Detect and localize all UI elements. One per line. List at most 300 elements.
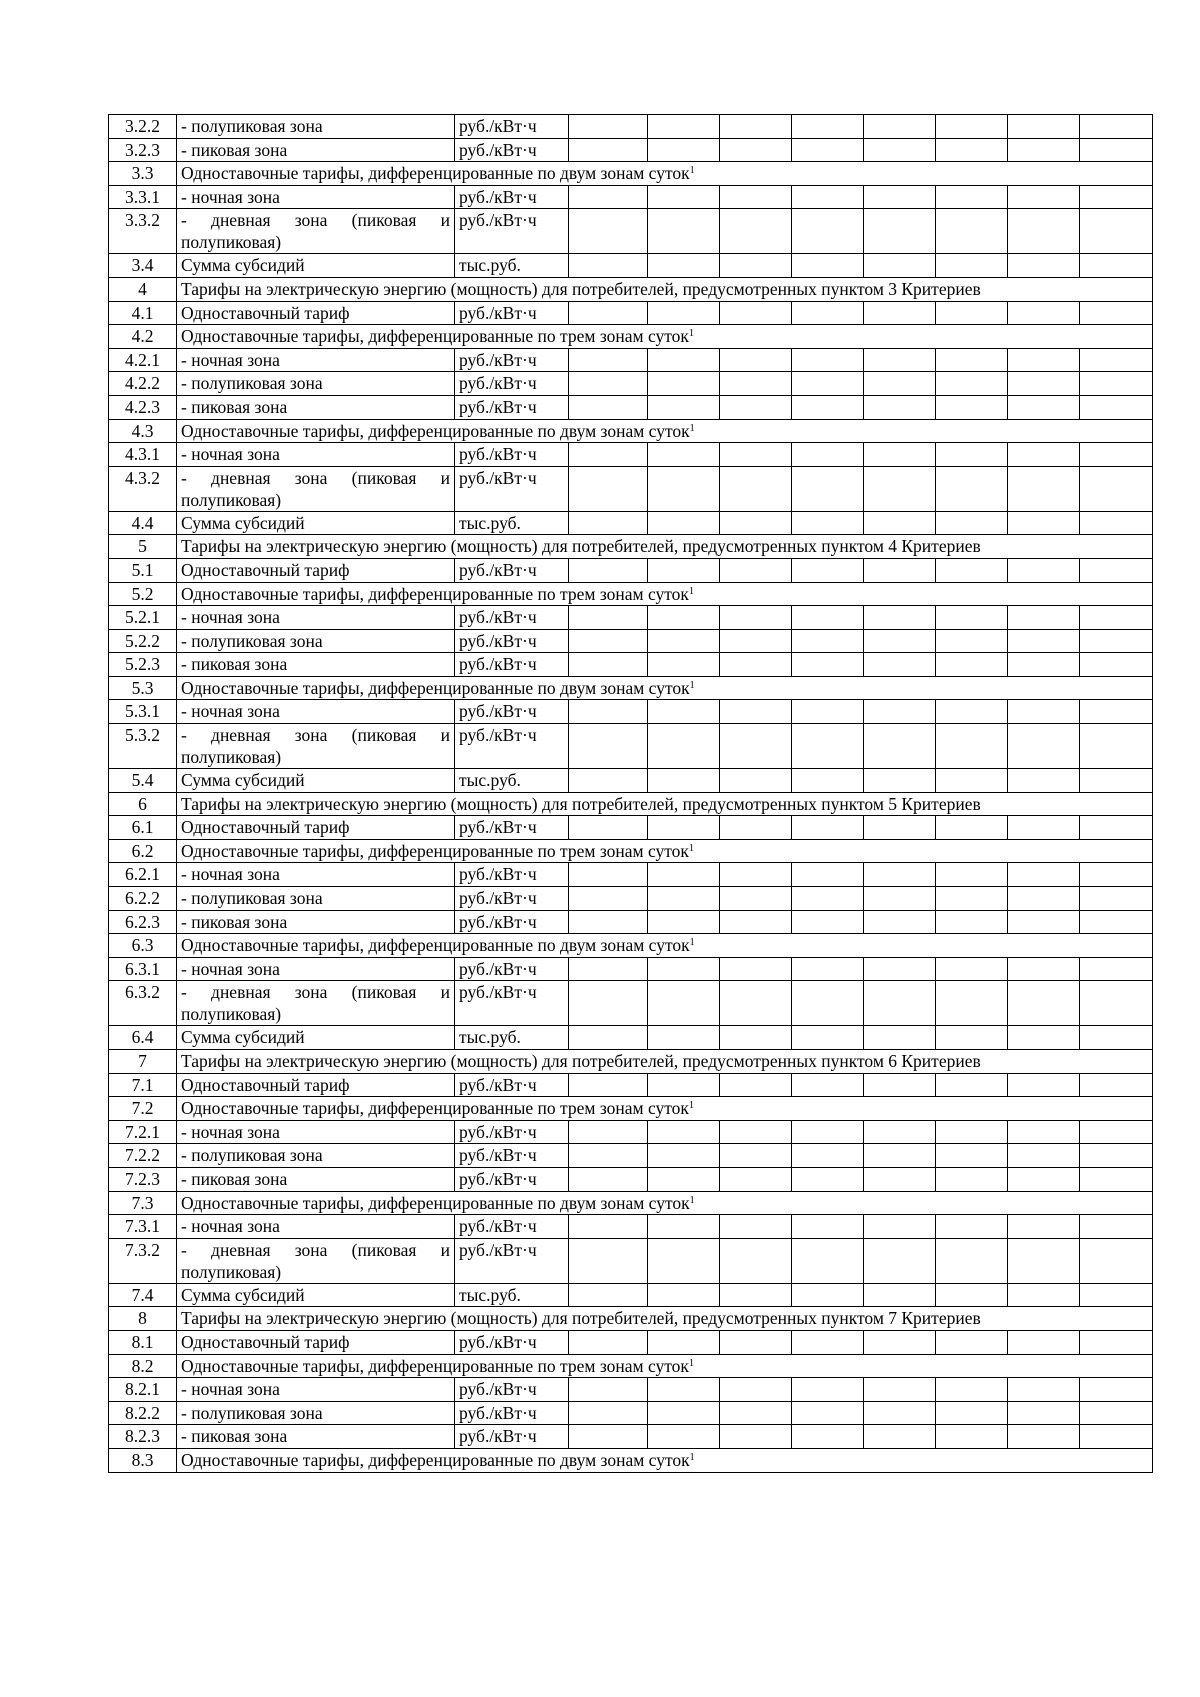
value-cell [648, 724, 720, 769]
row-unit: руб./кВт·ч [455, 1330, 569, 1354]
value-cell [648, 1120, 720, 1144]
row-number: 5.4 [109, 769, 177, 793]
value-cell [648, 372, 720, 396]
row-unit: руб./кВт·ч [455, 443, 569, 467]
table-row [109, 1401, 1153, 1425]
row-unit: руб./кВт·ч [455, 1378, 569, 1402]
footnote-marker: 1 [688, 585, 694, 597]
value-cell [1080, 466, 1153, 511]
value-cell [864, 1238, 936, 1283]
value-cell [864, 957, 936, 981]
value-cell [569, 395, 648, 419]
value-cell [792, 887, 864, 911]
row-number: 7.2.2 [109, 1144, 177, 1168]
value-cell [1008, 185, 1080, 209]
value-cell [1080, 606, 1153, 630]
value-cell [1080, 910, 1153, 934]
value-cell [648, 443, 720, 467]
value-cell [1080, 1330, 1153, 1354]
row-number: 6.2.3 [109, 910, 177, 934]
value-cell [569, 910, 648, 934]
value-cell [720, 957, 792, 981]
section-heading-text: Одноставочные тарифы, дифференцированные по двум зонам суток [181, 1449, 690, 1470]
value-cell [792, 1425, 864, 1449]
row-unit: руб./кВт·ч [455, 1073, 569, 1097]
value-cell [792, 957, 864, 981]
value-cell [720, 185, 792, 209]
section-heading-text: Тарифы на электрическую энергию (мощность) для потребителей, предусмотренных пунктом 7 Критериев [181, 1308, 981, 1329]
value-cell [936, 348, 1008, 372]
value-cell [864, 1283, 936, 1307]
value-cell [720, 466, 792, 511]
value-cell [648, 1144, 720, 1168]
table-row [109, 792, 1153, 816]
row-unit: тыс.руб. [455, 1283, 569, 1307]
section-heading-text: Одноставочные тарифы, дифференцированные по трем зонам суток [181, 326, 689, 347]
value-cell [648, 1378, 720, 1402]
value-cell [864, 910, 936, 934]
value-cell [1080, 724, 1153, 769]
value-cell [720, 511, 792, 535]
value-cell [720, 348, 792, 372]
row-label: - дневная зона (пиковая и полупиковая) [177, 724, 455, 769]
value-cell [864, 395, 936, 419]
row-label: - полупиковая зона [177, 372, 455, 396]
row-number: 4.2.3 [109, 395, 177, 419]
value-cell [720, 209, 792, 254]
value-cell [792, 466, 864, 511]
row-number: 7.4 [109, 1283, 177, 1307]
row-label: Одноставочный тариф [177, 558, 455, 582]
value-cell [1080, 395, 1153, 419]
value-cell [569, 1425, 648, 1449]
value-cell [864, 209, 936, 254]
row-unit: руб./кВт·ч [455, 301, 569, 325]
value-cell [720, 372, 792, 396]
value-cell [864, 1144, 936, 1168]
row-unit: руб./кВт·ч [455, 724, 569, 769]
table-row [109, 629, 1153, 653]
value-cell [936, 1378, 1008, 1402]
value-cell [720, 887, 792, 911]
value-cell [936, 1120, 1008, 1144]
value-cell [1008, 138, 1080, 162]
value-cell [792, 1238, 864, 1283]
row-number: 5.1 [109, 558, 177, 582]
row-number: 7.2 [109, 1097, 177, 1121]
value-cell [569, 816, 648, 840]
value-cell [864, 629, 936, 653]
value-cell [936, 138, 1008, 162]
value-cell [720, 254, 792, 278]
value-cell [648, 1238, 720, 1283]
section-heading-text: Тарифы на электрическую энергию (мощность) для потребителей, предусмотренных пунктом 4 Критериев [181, 536, 981, 557]
value-cell [936, 558, 1008, 582]
table-row [109, 1283, 1153, 1307]
value-cell [1008, 1330, 1080, 1354]
value-cell [569, 372, 648, 396]
value-cell [648, 957, 720, 981]
value-cell [648, 910, 720, 934]
section-heading [177, 1097, 1153, 1121]
value-cell [1080, 1144, 1153, 1168]
value-cell [648, 466, 720, 511]
value-cell [864, 1073, 936, 1097]
value-cell [792, 700, 864, 724]
value-cell [569, 863, 648, 887]
value-cell [936, 1401, 1008, 1425]
value-cell [936, 185, 1008, 209]
value-cell [864, 466, 936, 511]
section-heading [177, 162, 1153, 186]
value-cell [648, 1330, 720, 1354]
value-cell [1080, 1026, 1153, 1050]
value-cell [648, 816, 720, 840]
row-number: 7.1 [109, 1073, 177, 1097]
table-row [109, 348, 1153, 372]
row-number: 7 [109, 1050, 177, 1074]
value-cell [1008, 653, 1080, 677]
table-row [109, 1448, 1153, 1472]
value-cell [792, 209, 864, 254]
value-cell [792, 558, 864, 582]
value-cell [1080, 887, 1153, 911]
value-cell [1080, 1120, 1153, 1144]
value-cell [792, 1073, 864, 1097]
row-label: Одноставочный тариф [177, 816, 455, 840]
table-row [109, 863, 1153, 887]
table-row [109, 1330, 1153, 1354]
value-cell [936, 209, 1008, 254]
value-cell [864, 511, 936, 535]
row-label: - ночная зона [177, 185, 455, 209]
value-cell [1008, 1283, 1080, 1307]
value-cell [1008, 1144, 1080, 1168]
row-number: 4 [109, 277, 177, 301]
value-cell [569, 443, 648, 467]
value-cell [792, 1026, 864, 1050]
value-cell [864, 138, 936, 162]
value-cell [1080, 511, 1153, 535]
value-cell [1008, 887, 1080, 911]
row-number: 6.4 [109, 1026, 177, 1050]
table-row [109, 1425, 1153, 1449]
row-label: Сумма субсидий [177, 254, 455, 278]
value-cell [1008, 209, 1080, 254]
row-number: 6.2 [109, 839, 177, 863]
row-number: 5.2.2 [109, 629, 177, 653]
value-cell [648, 769, 720, 793]
row-unit: руб./кВт·ч [455, 910, 569, 934]
value-cell [720, 981, 792, 1026]
value-cell [648, 1283, 720, 1307]
table-row [109, 1238, 1153, 1283]
table-row [109, 653, 1153, 677]
row-unit: руб./кВт·ч [455, 185, 569, 209]
value-cell [1008, 957, 1080, 981]
row-number: 4.1 [109, 301, 177, 325]
table-row [109, 254, 1153, 278]
row-label: - полупиковая зона [177, 1401, 455, 1425]
value-cell [720, 1238, 792, 1283]
row-label: - ночная зона [177, 700, 455, 724]
row-unit: руб./кВт·ч [455, 1144, 569, 1168]
row-unit: руб./кВт·ч [455, 1167, 569, 1191]
value-cell [569, 558, 648, 582]
row-label: - полупиковая зона [177, 629, 455, 653]
table-row [109, 511, 1153, 535]
value-cell [792, 138, 864, 162]
value-cell [569, 1120, 648, 1144]
row-unit: руб./кВт·ч [455, 653, 569, 677]
row-unit: руб./кВт·ч [455, 1425, 569, 1449]
value-cell [792, 1330, 864, 1354]
section-heading-text: Одноставочные тарифы, дифференцированные по двум зонам суток [181, 163, 690, 184]
value-cell [936, 863, 1008, 887]
section-heading [177, 1448, 1153, 1472]
value-cell [936, 466, 1008, 511]
row-unit: руб./кВт·ч [455, 1238, 569, 1283]
value-cell [569, 1073, 648, 1097]
row-number: 5.2.3 [109, 653, 177, 677]
value-cell [720, 138, 792, 162]
value-cell [792, 185, 864, 209]
value-cell [720, 769, 792, 793]
value-cell [720, 1120, 792, 1144]
table-row [109, 1167, 1153, 1191]
section-heading-text: Одноставочные тарифы, дифференцированные по двум зонам суток [181, 935, 690, 956]
row-unit: руб./кВт·ч [455, 1401, 569, 1425]
row-number: 8.3 [109, 1448, 177, 1472]
row-label: Сумма субсидий [177, 1283, 455, 1307]
value-cell [569, 254, 648, 278]
table-row [109, 981, 1153, 1026]
value-cell [936, 1144, 1008, 1168]
row-number: 7.2.3 [109, 1167, 177, 1191]
value-cell [936, 606, 1008, 630]
value-cell [720, 1167, 792, 1191]
footnote-marker: 1 [688, 1357, 694, 1369]
value-cell [1008, 724, 1080, 769]
value-cell [648, 395, 720, 419]
value-cell [1008, 254, 1080, 278]
table-row [109, 1378, 1153, 1402]
value-cell [792, 1283, 864, 1307]
table-row [109, 1191, 1153, 1215]
value-cell [1008, 1120, 1080, 1144]
table-row [109, 1120, 1153, 1144]
row-number: 8.2.2 [109, 1401, 177, 1425]
row-number: 6.3 [109, 934, 177, 958]
value-cell [569, 348, 648, 372]
section-heading-text: Одноставочные тарифы, дифференцированные по трем зонам суток [181, 1355, 689, 1376]
table-row [109, 1144, 1153, 1168]
table-row [109, 443, 1153, 467]
document-page [108, 114, 1152, 1473]
value-cell [569, 1026, 648, 1050]
value-cell [569, 466, 648, 511]
value-cell [1008, 769, 1080, 793]
value-cell [1080, 957, 1153, 981]
value-cell [1080, 138, 1153, 162]
value-cell [792, 816, 864, 840]
value-cell [569, 606, 648, 630]
value-cell [936, 816, 1008, 840]
value-cell [648, 301, 720, 325]
row-label: - полупиковая зона [177, 887, 455, 911]
value-cell [864, 1378, 936, 1402]
value-cell [1080, 1378, 1153, 1402]
row-unit: руб./кВт·ч [455, 209, 569, 254]
value-cell [864, 1120, 936, 1144]
section-heading [177, 1050, 1153, 1074]
row-unit: тыс.руб. [455, 254, 569, 278]
row-label: - ночная зона [177, 443, 455, 467]
table-row [109, 606, 1153, 630]
value-cell [792, 511, 864, 535]
value-cell [569, 1167, 648, 1191]
value-cell [1008, 816, 1080, 840]
value-cell [648, 863, 720, 887]
row-unit: руб./кВт·ч [455, 957, 569, 981]
value-cell [1080, 372, 1153, 396]
table-row [109, 277, 1153, 301]
value-cell [864, 443, 936, 467]
table-row [109, 1215, 1153, 1239]
table-row [109, 676, 1153, 700]
value-cell [1080, 816, 1153, 840]
row-number: 3.3 [109, 162, 177, 186]
row-unit: руб./кВт·ч [455, 981, 569, 1026]
value-cell [1008, 372, 1080, 396]
row-number: 6.2.1 [109, 863, 177, 887]
value-cell [1080, 558, 1153, 582]
section-heading [177, 419, 1153, 443]
row-label: - пиковая зона [177, 1167, 455, 1191]
value-cell [648, 254, 720, 278]
table-row [109, 887, 1153, 911]
value-cell [1008, 700, 1080, 724]
row-label: - дневная зона (пиковая и полупиковая) [177, 981, 455, 1026]
value-cell [864, 700, 936, 724]
value-cell [569, 724, 648, 769]
value-cell [1008, 466, 1080, 511]
value-cell [720, 700, 792, 724]
section-heading [177, 582, 1153, 606]
value-cell [792, 1401, 864, 1425]
value-cell [569, 115, 648, 139]
value-cell [1008, 1215, 1080, 1239]
row-label: Одноставочный тариф [177, 301, 455, 325]
value-cell [569, 1283, 648, 1307]
section-heading [177, 277, 1153, 301]
row-number: 3.2.3 [109, 138, 177, 162]
row-unit: руб./кВт·ч [455, 816, 569, 840]
value-cell [648, 629, 720, 653]
row-label: Сумма субсидий [177, 1026, 455, 1050]
row-number: 3.4 [109, 254, 177, 278]
value-cell [864, 185, 936, 209]
value-cell [936, 395, 1008, 419]
value-cell [1080, 185, 1153, 209]
value-cell [648, 348, 720, 372]
value-cell [720, 816, 792, 840]
value-cell [720, 1378, 792, 1402]
row-label: - ночная зона [177, 1215, 455, 1239]
value-cell [720, 1144, 792, 1168]
row-unit: тыс.руб. [455, 1026, 569, 1050]
row-label: - пиковая зона [177, 395, 455, 419]
row-number: 5.2 [109, 582, 177, 606]
value-cell [1080, 443, 1153, 467]
value-cell [936, 1073, 1008, 1097]
value-cell [1080, 863, 1153, 887]
table-row [109, 910, 1153, 934]
footnote-marker: 1 [689, 937, 695, 949]
value-cell [569, 653, 648, 677]
row-label: Сумма субсидий [177, 511, 455, 535]
value-cell [648, 1401, 720, 1425]
value-cell [792, 981, 864, 1026]
value-cell [648, 1215, 720, 1239]
value-cell [792, 724, 864, 769]
value-cell [864, 254, 936, 278]
row-label: Одноставочный тариф [177, 1330, 455, 1354]
value-cell [936, 115, 1008, 139]
footnote-marker: 1 [689, 165, 695, 177]
value-cell [1008, 511, 1080, 535]
value-cell [1008, 981, 1080, 1026]
row-number: 7.3 [109, 1191, 177, 1215]
value-cell [864, 1401, 936, 1425]
table-row [109, 325, 1153, 349]
footnote-marker: 1 [689, 1451, 695, 1463]
value-cell [792, 863, 864, 887]
row-number: 4.2 [109, 325, 177, 349]
value-cell [720, 1401, 792, 1425]
value-cell [569, 1378, 648, 1402]
value-cell [936, 957, 1008, 981]
value-cell [1008, 1238, 1080, 1283]
value-cell [792, 606, 864, 630]
value-cell [936, 1215, 1008, 1239]
value-cell [936, 1238, 1008, 1283]
value-cell [864, 981, 936, 1026]
footnote-marker: 1 [689, 1194, 695, 1206]
section-heading [177, 839, 1153, 863]
value-cell [1008, 558, 1080, 582]
value-cell [1008, 1167, 1080, 1191]
value-cell [792, 395, 864, 419]
value-cell [1080, 209, 1153, 254]
value-cell [864, 769, 936, 793]
value-cell [936, 700, 1008, 724]
value-cell [864, 372, 936, 396]
table-row [109, 372, 1153, 396]
value-cell [569, 1215, 648, 1239]
value-cell [720, 910, 792, 934]
value-cell [648, 981, 720, 1026]
value-cell [648, 1026, 720, 1050]
value-cell [648, 1425, 720, 1449]
row-unit: руб./кВт·ч [455, 700, 569, 724]
value-cell [648, 1167, 720, 1191]
row-label: - дневная зона (пиковая и полупиковая) [177, 209, 455, 254]
value-cell [569, 511, 648, 535]
footnote-marker: 1 [688, 1100, 694, 1112]
value-cell [720, 1073, 792, 1097]
value-cell [720, 395, 792, 419]
